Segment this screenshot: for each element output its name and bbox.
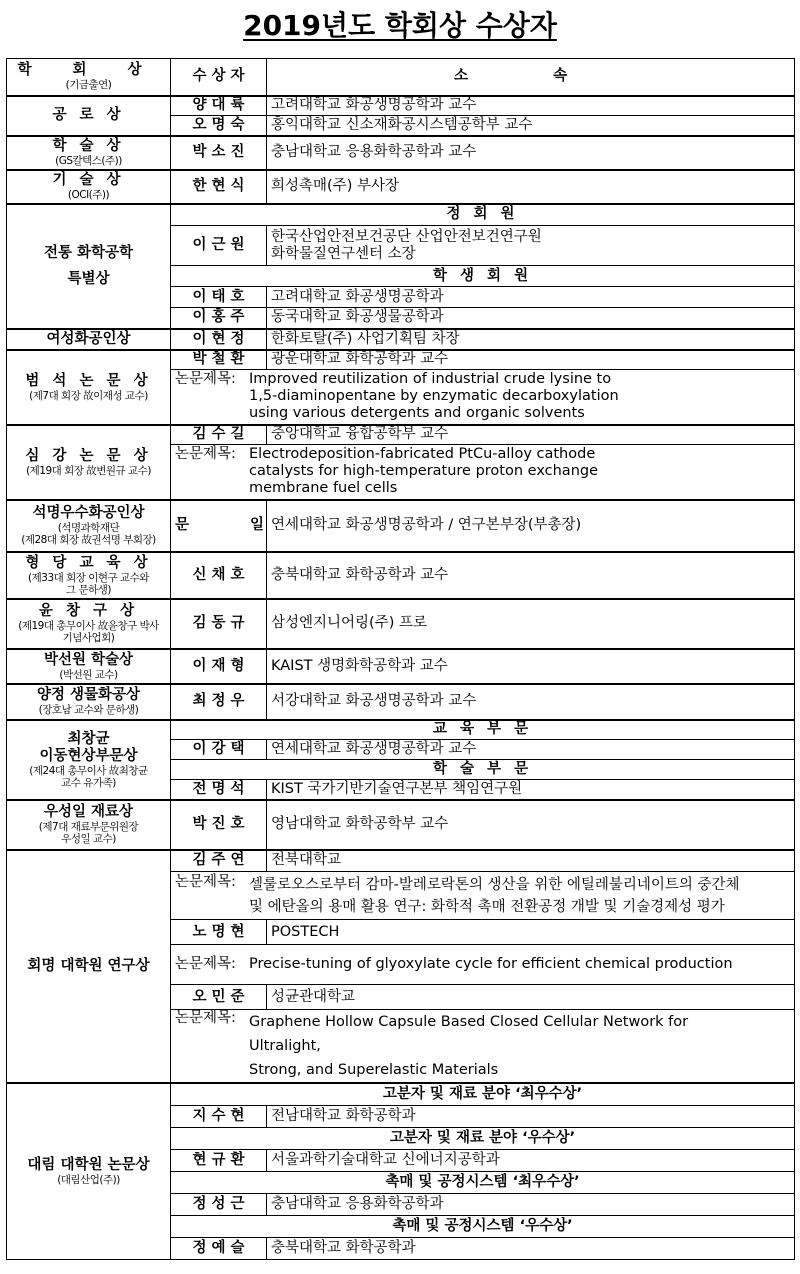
recipient-affiliation: 충북대학교 화학공학과 교수	[267, 552, 795, 599]
recipient-affiliation: 충북대학교 화학공학과	[267, 1237, 795, 1259]
recipient-affiliation: 전남대학교 화학공학과	[267, 1105, 795, 1127]
recipient-name: 박 철 환	[171, 350, 267, 370]
award-seokmyeong: 석명우수화공인상 (석명과학재단 (제28대 회장 故권석명 부회장)	[7, 500, 171, 552]
recipient-name: 정 예 슬	[171, 1237, 267, 1259]
section-header: 고분자 및 재료 분야 ‘우수상’	[171, 1127, 795, 1149]
table-row	[7, 136, 795, 170]
table-row	[7, 425, 795, 445]
recipient-affiliation: POSTECH	[267, 920, 795, 945]
table-row	[7, 329, 795, 350]
recipient-affiliation: 영남대학교 화학공학부 교수	[267, 800, 795, 850]
header-recipient: 수 상 자	[171, 59, 267, 96]
table-row	[7, 350, 795, 370]
recipient-name: 박 소 진	[171, 136, 267, 170]
recipient-name: 지 수 현	[171, 1105, 267, 1127]
page-title: 2019년도 학회상 수상자	[243, 9, 557, 42]
recipient-name: 김 동 규	[171, 599, 267, 649]
awards-table	[6, 58, 795, 1260]
recipient-affiliation: 중앙대학교 융합공학부 교수	[267, 425, 795, 445]
table-row	[7, 204, 795, 226]
recipient-affiliation: 한국산업안전보건공단 산업안전보건연구원 화학물질연구센터 소장	[267, 226, 795, 266]
award-gongro: 공 로 상	[7, 96, 171, 136]
paper-title: 논문제목: Electrodeposition-fabricated PtCu-alloy cathode catalysts for high-temperature proton exchange membrane fuel cells	[171, 445, 795, 500]
recipient-name: 이 태 호	[171, 287, 267, 308]
award-wooseongil: 우성일 재료상 (제7대 재료부문위원장 우성일 교수)	[7, 800, 171, 850]
table-row	[7, 552, 795, 599]
table-row	[7, 684, 795, 720]
recipient-name: 현 규 환	[171, 1149, 267, 1171]
award-simgang: 심 강 논 문 상 (제19대 회장 故변원규 교수)	[7, 425, 171, 500]
section-header: 학 술 부 문	[171, 760, 795, 780]
section-header: 학 생 회 원	[171, 266, 795, 287]
recipient-name: 오 민 준	[171, 985, 267, 1010]
recipient-name: 김 주 연	[171, 850, 267, 872]
recipient-name: 한 현 식	[171, 170, 267, 204]
recipient-name: 양 대 륙	[171, 96, 267, 116]
section-header: 고분자 및 재료 분야 ‘최우수상’	[171, 1083, 795, 1105]
award-daelim: 대림 대학원 논문상 (대림산업(주))	[7, 1083, 171, 1259]
table-row	[7, 720, 795, 740]
section-header: 교 육 부 문	[171, 720, 795, 740]
section-header: 촉매 및 공정시스템 ‘우수상’	[171, 1215, 795, 1237]
recipient-affiliation: 연세대학교 화공생명공학과 / 연구본부장(부총장)	[267, 500, 795, 552]
recipient-affiliation: 광운대학교 화학공학과 교수	[267, 350, 795, 370]
section-header: 정 회 원	[171, 204, 795, 226]
recipient-affiliation: 전북대학교	[267, 850, 795, 872]
recipient-affiliation: 충남대학교 응용화학공학과 교수	[267, 136, 795, 170]
award-haksul: 학 술 상 (GS칼텍스(주))	[7, 136, 171, 170]
paper-title: 논문제목: 셀룰로오스로부터 감마-발레로락톤의 생산을 위한 에틸레불리네이트의 중간체 및 에탄올의 용매 활용 연구: 화학적 촉매 전환공정 개발 및 기술경제성 평가	[171, 872, 795, 920]
award-hyeongdang: 형 당 교 육 상 (제33대 회장 이현구 교수와 그 문하생)	[7, 552, 171, 599]
recipient-name: 노 명 현	[171, 920, 267, 945]
award-yangjeong: 양정 생물화공상 (장호남 교수와 문하생)	[7, 684, 171, 720]
table-row	[7, 649, 795, 684]
recipient-affiliation: KAIST 생명화학공학과 교수	[267, 649, 795, 684]
recipient-name: 신 채 호	[171, 552, 267, 599]
recipient-name: 이 재 형	[171, 649, 267, 684]
award-gisul: 기 술 상 (OCI(주))	[7, 170, 171, 204]
recipient-affiliation: 성균관대학교	[267, 985, 795, 1010]
award-jeontong: 전통 화학공학 특별상	[7, 204, 171, 329]
recipient-affiliation: 충남대학교 응용화학공학과	[267, 1193, 795, 1215]
recipient-affiliation: 한화토탈(주) 사업기획팀 차장	[267, 329, 795, 350]
table-row	[7, 800, 795, 850]
award-hoemyeong: 회명 대학원 연구상	[7, 850, 171, 1084]
recipient-affiliation: 서강대학교 화공생명공학과 교수	[267, 684, 795, 720]
recipient-name: 이 강 택	[171, 740, 267, 760]
recipient-name: 오 명 숙	[171, 116, 267, 136]
recipient-name: 문 일	[171, 500, 267, 552]
recipient-affiliation: 고려대학교 화공생명공학과 교수	[267, 96, 795, 116]
header-affiliation: 소 속	[267, 59, 795, 96]
table-row	[7, 1083, 795, 1105]
recipient-name: 김 수 길	[171, 425, 267, 445]
table-row	[7, 96, 795, 116]
recipient-name: 박 진 호	[171, 800, 267, 850]
table-row	[7, 500, 795, 552]
paper-title: 논문제목: Improved reutilization of industrial crude lysine to 1,5-diaminopentane by enzymatic decarboxylation using various detergents and organic solvents	[171, 370, 795, 425]
table-row	[7, 170, 795, 204]
recipient-name: 정 성 근	[171, 1193, 267, 1215]
header-award: 학 회 상 (기금출연)	[7, 59, 171, 96]
recipient-affiliation: 삼성엔지니어링(주) 프로	[267, 599, 795, 649]
paper-title: 논문제목: Graphene Hollow Capsule Based Closed Cellular Network for Ultralight, Strong, and Superelastic Materials	[171, 1010, 795, 1084]
paper-title: 논문제목: Precise-tuning of glyoxylate cycle for efficient chemical production	[171, 945, 795, 985]
recipient-affiliation: 서울과학기술대학교 신에너지공학과	[267, 1149, 795, 1171]
section-header: 촉매 및 공정시스템 ‘최우수상’	[171, 1171, 795, 1193]
recipient-affiliation: 희성촉매(주) 부사장	[267, 170, 795, 204]
recipient-name: 이 홍 주	[171, 308, 267, 329]
award-beomseok: 범 석 논 문 상 (제7대 회장 故이재성 교수)	[7, 350, 171, 425]
table-row	[7, 850, 795, 872]
recipient-name: 이 현 정	[171, 329, 267, 350]
recipient-affiliation: KIST 국가기반기술연구본부 책임연구원	[267, 780, 795, 800]
recipient-affiliation: 홍익대학교 신소재화공시스템공학부 교수	[267, 116, 795, 136]
award-yunchang: 윤 창 구 상 (제19대 총무이사 故윤창구 박사 기념사업회)	[7, 599, 171, 649]
recipient-name: 이 근 원	[171, 226, 267, 266]
table-row	[7, 599, 795, 649]
recipient-affiliation: 연세대학교 화공생명공학과 교수	[267, 740, 795, 760]
award-choechang: 최창균 이동현상부문상 (제24대 총무이사 故최창균 교수 유가족)	[7, 720, 171, 800]
recipient-affiliation: 동국대학교 화공생물공학과	[267, 308, 795, 329]
recipient-affiliation: 고려대학교 화공생명공학과	[267, 287, 795, 308]
recipient-name: 최 정 우	[171, 684, 267, 720]
recipient-name: 전 명 석	[171, 780, 267, 800]
table-header-row	[7, 59, 795, 96]
award-parkseonwon: 박선원 학술상 (박선원 교수)	[7, 649, 171, 684]
award-yeoseong: 여성화공인상	[7, 329, 171, 350]
